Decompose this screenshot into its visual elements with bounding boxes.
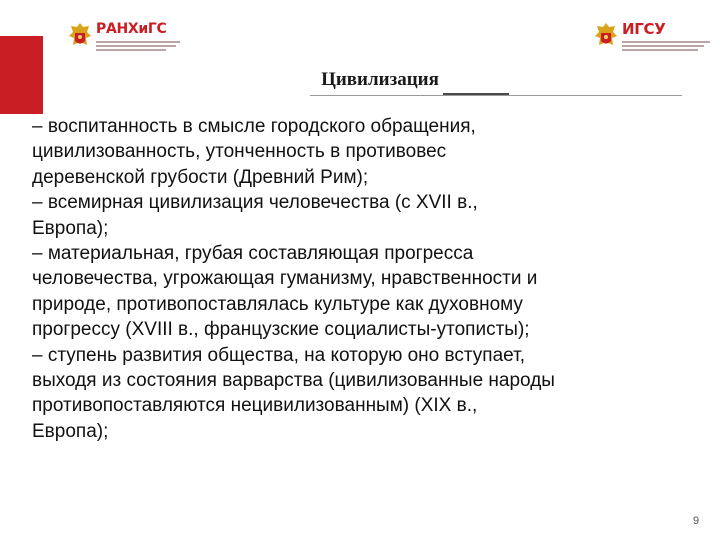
body-line: противопоставляются нецивилизованным) (XIX в., [32,395,478,417]
ranepa-logo [68,18,180,54]
logo-tagline [622,39,710,51]
logo-name: ИГСУ [622,19,666,38]
logo-text-block [96,22,180,51]
body-line: цивилизованность, утонченность в противовес [32,141,447,163]
eagle-emblem-icon [68,21,92,51]
title-underline [310,95,682,96]
slide-title: Цивилизация [321,69,439,90]
body-line: прогрессу (XVIII в., французские социалисты-утописты); [32,319,530,341]
accent-bar [0,36,43,114]
body-line: – материальная, грубая составляющая прогресса [32,243,474,265]
logo-text-block [622,19,710,51]
body-line: – всемирная цивилизация человечества (с XVII в., [32,192,478,214]
body-line: выходя из состояния варварства (цивилизованные народы [32,370,555,392]
slide-body [32,114,700,444]
body-line: Европа); [32,217,109,239]
body-line: природе, противопоставлялась культуре как духовному [32,293,523,315]
logo-tagline [96,39,180,51]
page-number: 9 [693,515,700,527]
body-line: – ступень развития общества, на которую оно вступает, [32,344,525,366]
logo-name: РАНХиГС [96,20,167,37]
body-line: человечества, угрожающая гуманизму, нравственности и [32,268,538,290]
eagle-emblem-icon [594,21,618,51]
body-line: Европа); [32,420,109,442]
igsu-logo [594,18,710,54]
title-underline-accent [443,93,509,95]
body-line: деревенской грубости (Древний Рим); [32,166,369,188]
body-line: – воспитанность в смысле городского обращения, [32,116,476,137]
